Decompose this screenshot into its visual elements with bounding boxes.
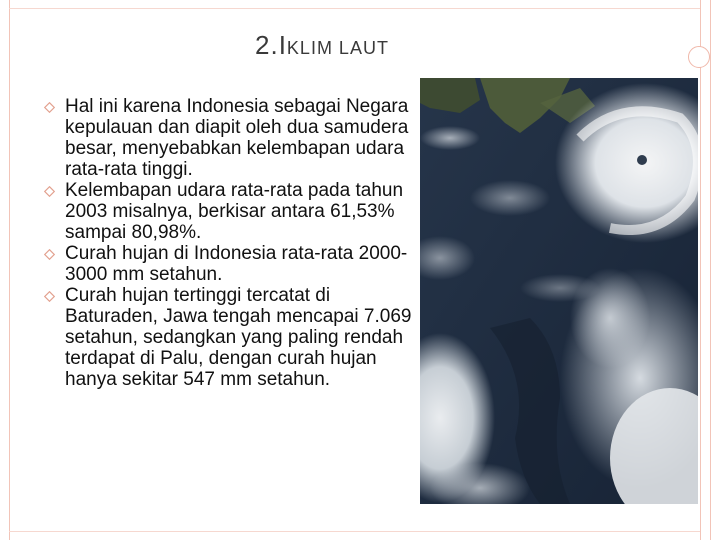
frame-line-right-outer (710, 0, 711, 540)
bullet-item (44, 285, 414, 390)
bullet-text: Curah hujan tertinggi tercatat di Baturaden, Jawa tengah mencapai 7.069 setahun, sedangkan yang paling rendah terdapat di Palu, dengan curah hujan hanya sekitar 547 mm setahun. (65, 285, 412, 390)
satellite-image (420, 78, 698, 504)
bullet-item (44, 96, 414, 180)
diamond-outline-icon (44, 102, 55, 113)
title-first-letter: I (278, 30, 287, 60)
title-marker-circle (688, 46, 710, 68)
title-rest: KLIM LAUT (286, 38, 389, 58)
diamond-outline-icon (44, 249, 55, 260)
satellite-typhoon-photo (420, 78, 698, 504)
diamond-outline-icon (44, 186, 55, 197)
bullet-text: Curah hujan di Indonesia rata-rata 2000-3000 mm setahun. (65, 243, 408, 285)
bullet-item (44, 180, 414, 243)
frame-line-bottom (9, 531, 701, 532)
bullet-text: Kelembapan udara rata-rata pada tahun 2003 misalnya, berkisar antara 61,53% sampai 80,98%. (65, 180, 404, 243)
frame-line-right (700, 0, 701, 540)
frame-line-left (9, 0, 10, 540)
bullet-list (44, 96, 414, 390)
bullet-text: Hal ini karena Indonesia sebagai Negara kepulauan dan diapit oleh dua samudera besar, menyebabkan kelembapan udara rata-rata tinggi. (65, 96, 409, 180)
title-number: 2. (255, 30, 279, 60)
frame-line-top (9, 8, 701, 9)
diamond-outline-icon (44, 291, 55, 302)
bullet-item (44, 243, 414, 285)
slide-title (255, 30, 389, 61)
